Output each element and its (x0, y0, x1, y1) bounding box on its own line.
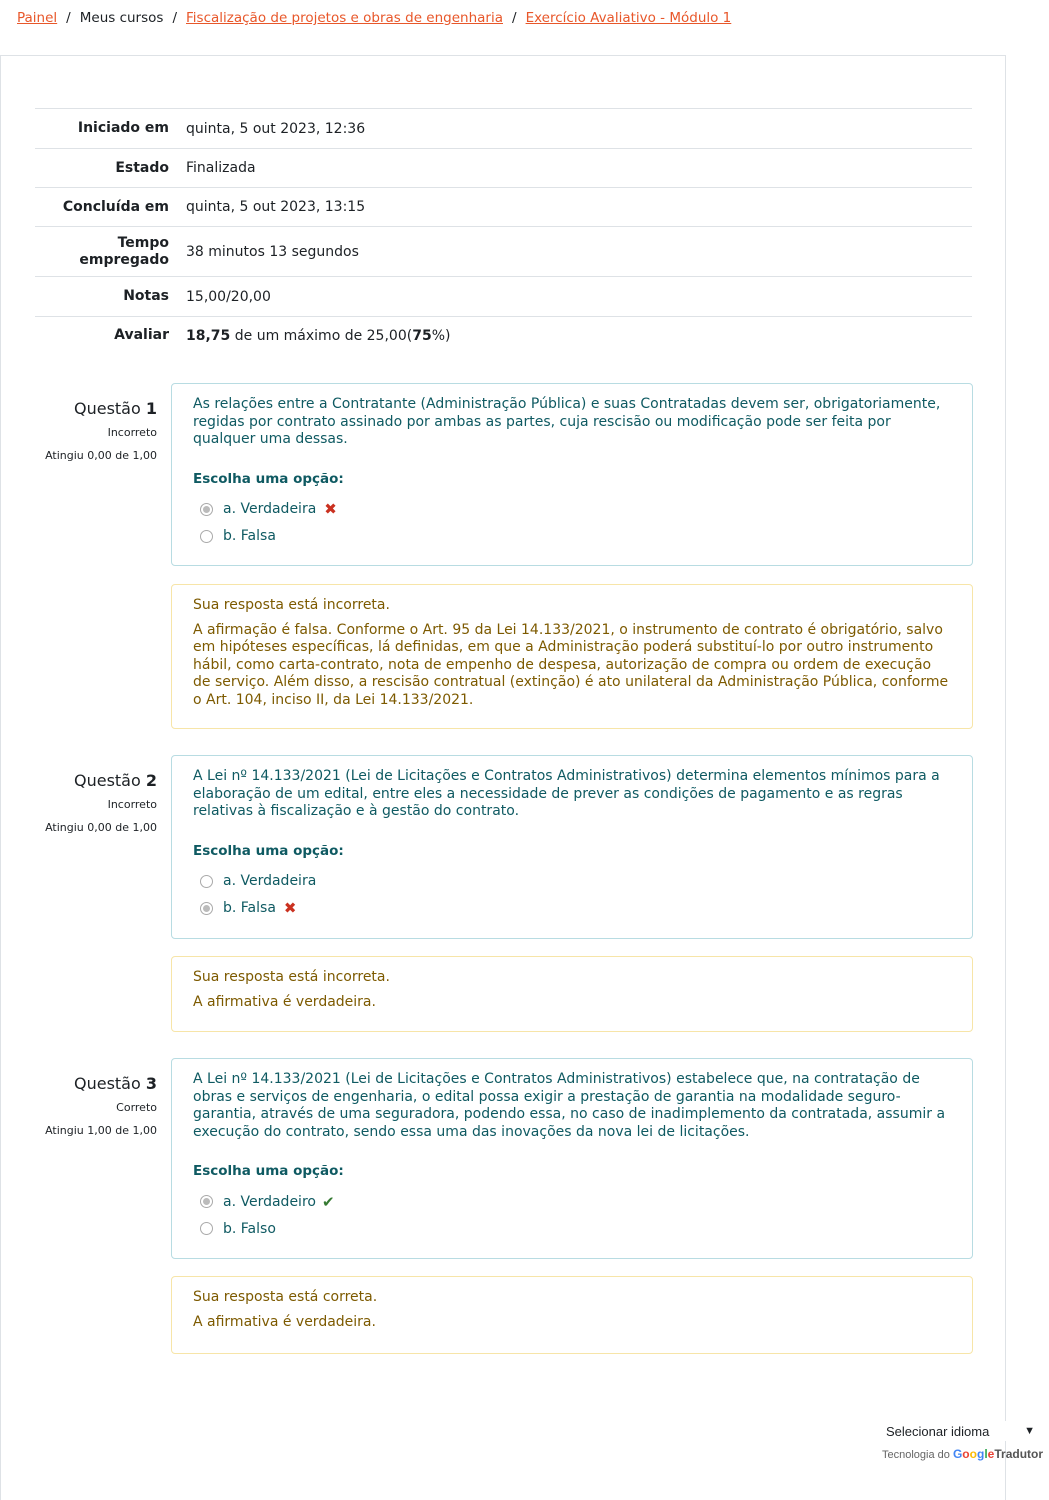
summary-row-grade (35, 317, 972, 355)
tradutor-text[interactable]: Tradutor (994, 1447, 1044, 1461)
option-label: a. Verdadeira (223, 873, 317, 889)
question-info (40, 399, 157, 462)
question-grade: Atingiu 0,00 de 1,00 (45, 821, 157, 834)
question-grade: Atingiu 0,00 de 1,00 (45, 449, 157, 462)
answer-option-a[interactable] (200, 1188, 951, 1215)
question-number (40, 399, 157, 418)
grade-text: de um máximo de 25,00( (230, 327, 413, 344)
question-number (40, 771, 157, 790)
question-number (40, 1074, 157, 1093)
summary-label: Notas (123, 288, 169, 304)
summary-label: Estado (115, 159, 169, 176)
question-text: A Lei nº 14.133/2021 (Lei de Licitações e Contratos Administrativos) estabelece que, na contratação de obras e serviços de engenharia, o edital possa exigir a prestação de garantia na modalidade seguro-garantia, através de uma seguradora, podendo essa, no caso de inadimplemento da contratada, assumir a execução do contrato, sendo essa uma das inovações da nova lei de licitações. (193, 1071, 946, 1140)
incorrect-icon: ✖ (283, 899, 297, 917)
question-state: Incorreto (107, 798, 157, 811)
summary-row-time (35, 227, 972, 277)
question-feedback (171, 1276, 973, 1354)
radio-button[interactable] (200, 875, 213, 888)
option-label: b. Falso (223, 1220, 276, 1237)
radio-button[interactable] (200, 503, 213, 516)
grade-suffix: %) (431, 327, 451, 344)
feedback-status: Sua resposta está incorreta. (193, 969, 390, 985)
question-number-value: 3 (145, 1074, 157, 1093)
option-label: b. Falsa (223, 528, 276, 544)
language-select-label: Selecionar idioma (886, 1423, 990, 1439)
chevron-down-icon: ▼ (1024, 1425, 1035, 1437)
summary-label: Concluída em (62, 198, 169, 215)
summary-label: Avaliar (114, 327, 169, 344)
summary-row-completed (35, 188, 972, 227)
summary-value: quinta, 5 out 2023, 12:36 (186, 120, 366, 137)
breadcrumb (17, 10, 731, 26)
answer-options (193, 868, 951, 922)
question-label: Questão (73, 399, 141, 418)
breadcrumb-item-meus-cursos: Meus cursos (79, 10, 164, 26)
question-feedback (171, 956, 973, 1032)
answer-option-a[interactable] (200, 496, 951, 523)
summary-row-started (35, 109, 972, 149)
question-prompt: Escolha uma opção: (193, 842, 344, 859)
question-content (171, 1058, 973, 1259)
radio-button[interactable] (200, 530, 213, 543)
breadcrumb-link-course[interactable]: Fiscalização de projetos e obras de engenharia (186, 10, 503, 26)
question-text: A Lei nº 14.133/2021 (Lei de Licitações e Contratos Administrativos) determina elementos mínimos para a elaboração de um edital, entre eles a necessidade de prever as condições de pagamento e as regras relativas à fiscalização e à gestão do contrato. (193, 768, 940, 819)
question-label: Questão (73, 771, 141, 790)
google-logo[interactable]: Google (952, 1447, 995, 1461)
feedback-text: A afirmativa é verdadeira. (193, 993, 376, 1010)
feedback-text: A afirmativa é verdadeira. (193, 1313, 376, 1330)
feedback-status: Sua resposta está correta. (193, 1289, 378, 1305)
language-select[interactable] (882, 1421, 1039, 1441)
question-state: Correto (116, 1101, 157, 1114)
breadcrumb-separator: / (172, 10, 177, 26)
question-text: As relações entre a Contratante (Administração Pública) e suas Contratadas devem ser, obrigatoriamente, regidas por contrato assinado por ambas as partes, cuja rescisão ou modificação pode ser feita por qualquer uma dessas. (193, 396, 941, 447)
summary-row-marks (35, 277, 972, 317)
google-translate-attribution (882, 1447, 1043, 1461)
answer-option-a[interactable] (200, 868, 951, 895)
grade-score: 18,75 (186, 327, 231, 344)
question-number-value: 1 (145, 399, 157, 418)
answer-option-b[interactable] (200, 523, 951, 550)
summary-value: 15,00/20,00 (186, 288, 271, 305)
feedback-status: Sua resposta está incorreta. (193, 597, 390, 613)
question-number-value: 2 (145, 771, 157, 790)
question-prompt: Escolha uma opção: (193, 1163, 344, 1179)
powered-by-text: Tecnologia do (882, 1449, 950, 1461)
answer-option-b[interactable] (200, 1215, 951, 1242)
breadcrumb-separator: / (66, 10, 71, 26)
answer-options (193, 1188, 951, 1242)
correct-icon: ✔ (321, 1192, 335, 1211)
question-info (40, 1074, 157, 1137)
option-label: a. Verdadeira (223, 501, 317, 517)
option-label: b. Falsa (223, 900, 276, 916)
radio-button[interactable] (200, 1222, 213, 1235)
summary-label: Iniciado em (77, 120, 169, 136)
incorrect-icon: ✖ (324, 500, 337, 518)
question-grade: Atingiu 1,00 de 1,00 (45, 1124, 157, 1137)
answer-option-b[interactable] (200, 895, 951, 922)
question-info (40, 771, 157, 834)
question-state: Incorreto (107, 426, 157, 439)
question-content (171, 755, 973, 939)
radio-button[interactable] (200, 902, 213, 915)
summary-label (35, 227, 186, 277)
radio-button[interactable] (200, 1195, 213, 1208)
question-content (171, 383, 973, 566)
summary-value (186, 317, 972, 355)
option-label: a. Verdadeiro (223, 1193, 316, 1210)
grade-percent: 75 (412, 327, 432, 344)
breadcrumb-link-quiz[interactable]: Exercício Avaliativo - Módulo 1 (525, 10, 732, 26)
summary-value: 38 minutos 13 segundos (186, 243, 359, 260)
summary-label-line: Tempo (117, 234, 169, 251)
summary-value: quinta, 5 out 2023, 13:15 (186, 199, 366, 215)
breadcrumb-separator: / (512, 10, 517, 26)
feedback-text: A afirmação é falsa. Conforme o Art. 95 da Lei 14.133/2021, o instrumento de contrato é obrigatório, salvo em hipóteses específicas, lá definidas, em que a Administração poderá substituí-lo por outro instrumento hábil, como carta-contrato, nota de empenho de despesa, autorização de compra ou ordem de execução de serviço. Além disso, a rescisão contratual (extinção) é ato unilateral da Administração Pública, conforme o Art. 104, inciso II, da Lei 14.133/2021. (193, 621, 949, 708)
question-prompt: Escolha uma opção: (193, 470, 344, 487)
summary-row-state (35, 149, 972, 188)
attempt-summary-table (35, 108, 972, 355)
breadcrumb-link-painel[interactable]: Painel (17, 10, 58, 26)
summary-label-line: empregado (79, 251, 169, 268)
question-label: Questão (73, 1074, 141, 1093)
answer-options (193, 496, 951, 550)
summary-value: Finalizada (186, 160, 256, 176)
question-feedback (171, 584, 973, 729)
